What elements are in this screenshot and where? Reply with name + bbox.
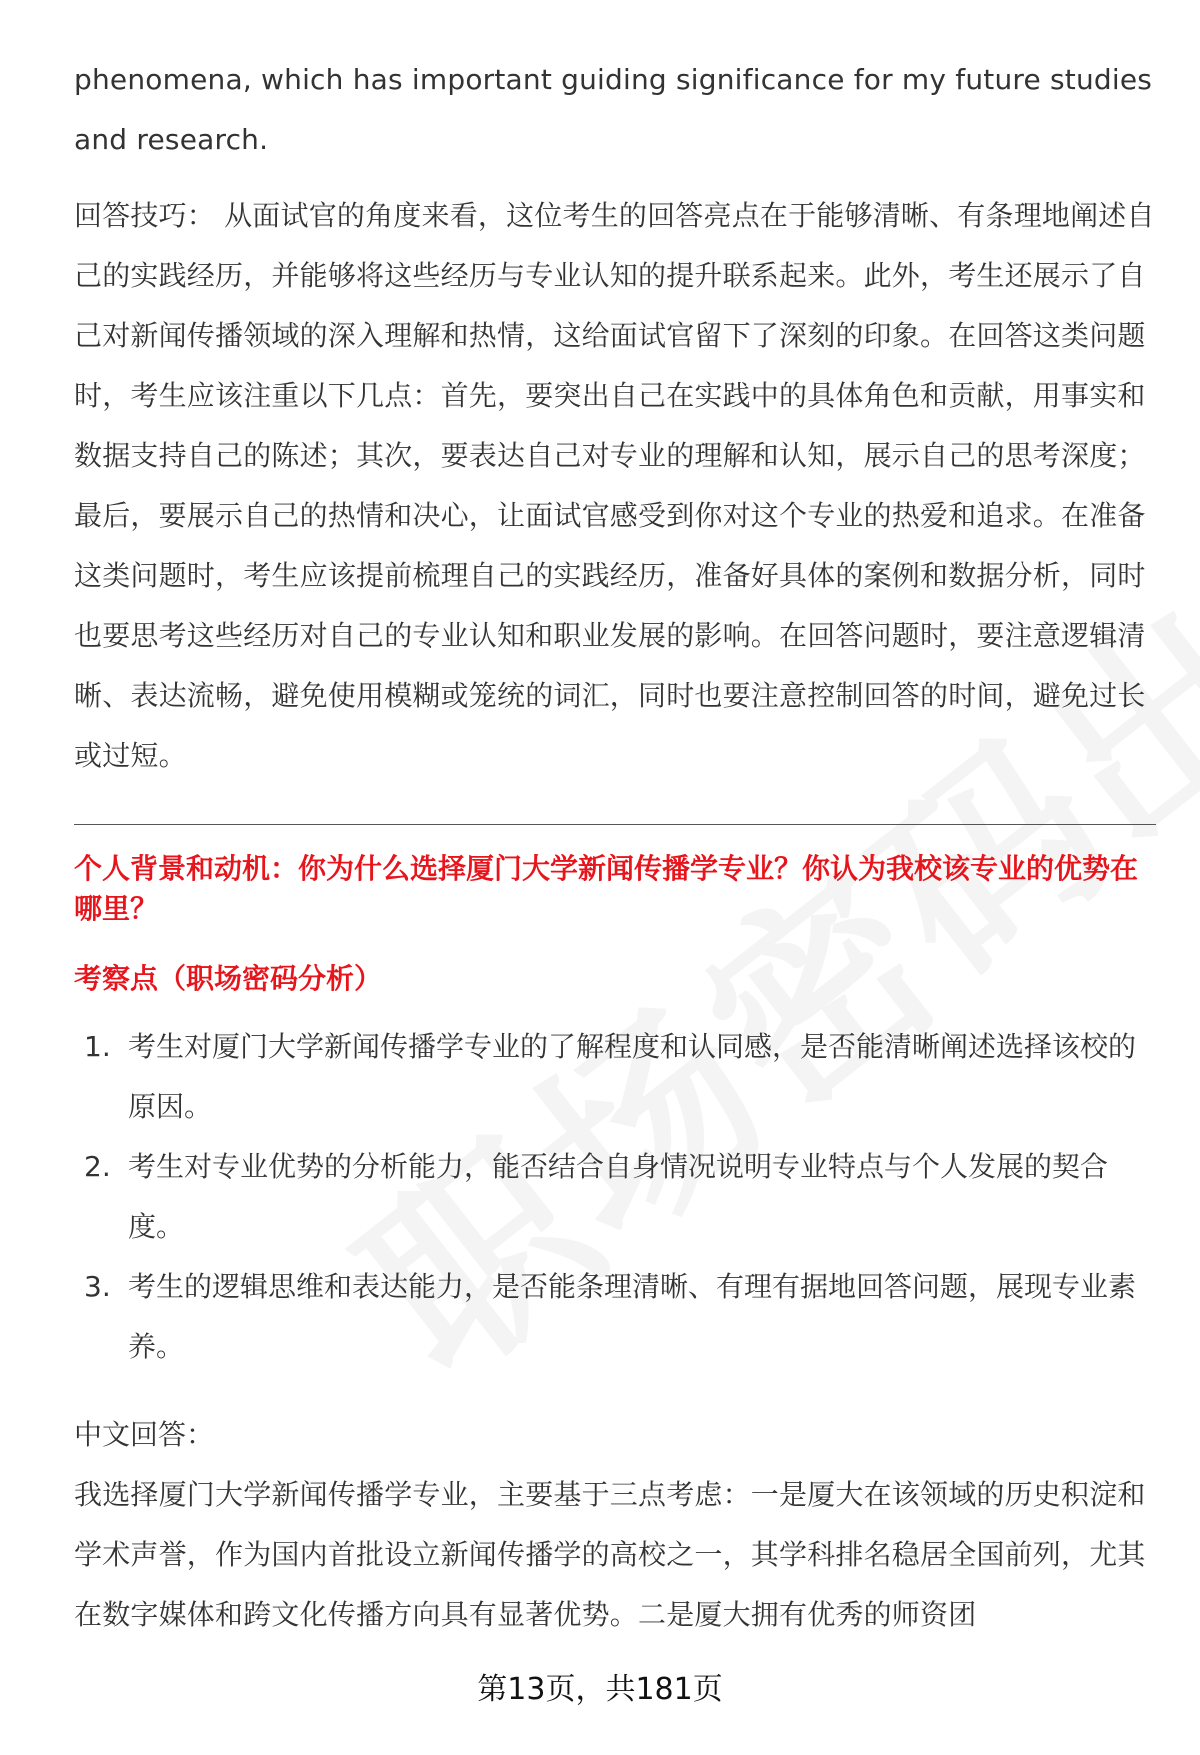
assessment-point bbox=[74, 1257, 1156, 1377]
section-divider bbox=[74, 824, 1156, 825]
chinese-answer-paragraph: 我选择厦门大学新闻传播学专业，主要基于三点考虑：一是厦大在该领域的历史积淀和学术声誉，作为国内首批设立新闻传播学的高校之一，其学科排名稳居全国前列，尤其在数字媒体和跨文化传播方向具有显著优势。二是厦大拥有优秀的师资团 bbox=[74, 1478, 1146, 1631]
document-page bbox=[74, 50, 1156, 1645]
intro-english-paragraph: phenomena, which has important guiding significance for my future studies and research. bbox=[74, 63, 1153, 156]
point-number: 2. bbox=[84, 1150, 111, 1183]
point-text: 考生对厦门大学新闻传播学专业的了解程度和认同感，是否能清晰阐述选择该校的原因。 bbox=[128, 1030, 1137, 1123]
point-text: 考生对专业优势的分析能力，能否结合自身情况说明专业特点与个人发展的契合度。 bbox=[128, 1150, 1109, 1243]
page-number-footer: 第13页，共181页 bbox=[477, 1672, 723, 1707]
point-number: 1. bbox=[84, 1030, 111, 1063]
answer-tips-paragraph: 回答技巧： 从面试官的角度来看，这位考生的回答亮点在于能够清晰、有条理地阐述自己的实践经历，并能够将这些经历与专业认知的提升联系起来。此外，考生还展示了自己对新闻传播领域的深入理解和热情，这给面试官留下了深刻的印象。在回答这类问题时，考生应该注重以下几点：首先，要突出自己在实践中的具体角色和贡献，用事实和数据支持自己的陈述；其次，要表达自己对专业的理解和认知，展示自己的思考深度；最后，要展示自己的热情和决心，让面试官感受到你对这个专业的热爱和追求。在准备这类问题时，考生应该提前梳理自己的实践经历，准备好具体的案例和数据分析，同时也要思考这些经历对自己的专业认知和职业发展的影响。在回答问题时，要注意逻辑清晰、表达流畅，避免使用模糊或笼统的词汇，同时也要注意控制回答的时间，避免过长或过短。 bbox=[74, 199, 1155, 772]
assessment-point bbox=[74, 1137, 1156, 1257]
chinese-answer-label: 中文回答： bbox=[74, 1418, 215, 1451]
point-number: 3. bbox=[84, 1270, 111, 1303]
assessment-point bbox=[74, 1017, 1156, 1137]
assessment-points-list bbox=[74, 1017, 1156, 1377]
question-title: 个人背景和动机：你为什么选择厦门大学新闻传播学专业？你认为我校该专业的优势在哪里？ bbox=[74, 852, 1139, 925]
point-text: 考生的逻辑思维和表达能力，是否能条理清晰、有理有据地回答问题，展现专业素养。 bbox=[128, 1270, 1137, 1363]
assessment-title: 考察点（职场密码分析） bbox=[74, 962, 383, 995]
